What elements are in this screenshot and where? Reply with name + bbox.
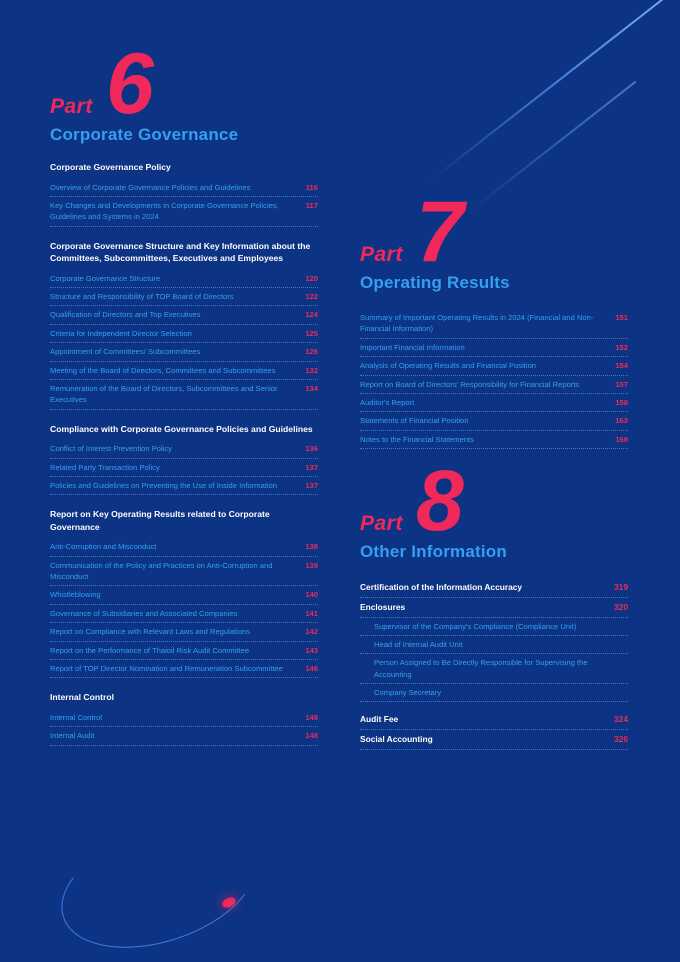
toc-entry-label: Audit Fee: [360, 714, 399, 725]
toc-entry-label: Analysis of Operating Results and Financial Position: [360, 361, 537, 371]
toc-entry[interactable]: [50, 343, 318, 361]
toc-entry-page: 132: [305, 365, 318, 375]
part-7-word: Part: [360, 243, 403, 267]
part-7-entry-list: [360, 309, 628, 449]
toc-entry-label: Meeting of the Board of Directors, Committees and Subcommittees: [50, 365, 276, 375]
toc-entry[interactable]: [50, 709, 318, 727]
toc-entry[interactable]: [50, 623, 318, 641]
group-heading: Corporate Governance Structure and Key Information about the Committees, Subcommittees, Executives and Employees: [50, 240, 311, 264]
part-8-word: Part: [360, 512, 403, 536]
toc-entry-label: Criteria for Independent Director Selection: [50, 328, 192, 338]
group-heading: Compliance with Corporate Governance Policies and Guidelines: [50, 423, 313, 434]
toc-entry-label: Enclosures: [360, 601, 406, 612]
entry-list: [50, 440, 318, 495]
toc-entry-page: 138: [305, 542, 318, 552]
entry-list: [50, 270, 318, 410]
toc-entry-page: 139: [305, 560, 318, 570]
part-7-header: [360, 184, 628, 280]
toc-entry[interactable]: [360, 394, 628, 412]
toc-entry-page: 124: [305, 310, 318, 320]
group-heading: Corporate Governance Policy: [50, 162, 171, 173]
toc-entry[interactable]: [50, 557, 318, 587]
toc-entry[interactable]: [50, 380, 318, 410]
part-8-number: 8: [416, 453, 464, 550]
toc-entry[interactable]: [360, 431, 628, 449]
toc-sub-entry[interactable]: [360, 636, 628, 654]
toc-entry-label: Communication of the Policy and Practices on Anti-Corruption and Misconduct: [50, 560, 273, 582]
toc-entry-label: Person Assigned to Be Directly Responsible for Supervising the Accounting: [374, 658, 588, 679]
part-6-header: [50, 36, 318, 132]
toc-entry[interactable]: [50, 660, 318, 678]
toc-entry-label: Statements of Financial Position: [360, 416, 469, 426]
decorative-dot-icon: [221, 895, 237, 909]
toc-entry-page: 125: [305, 328, 318, 338]
toc-entry-page: 120: [305, 273, 318, 283]
toc-entry-label: Appointment of Committees/ Subcommittees: [50, 347, 201, 357]
toc-entry-page: 152: [615, 342, 628, 352]
toc-entry-page: 134: [305, 383, 318, 393]
toc-entry[interactable]: [50, 642, 318, 660]
toc-entry-label: Head of Internal Audit Unit: [374, 639, 463, 649]
part-6-word: Part: [50, 95, 93, 119]
toc-entry[interactable]: [50, 605, 318, 623]
part-7-and-8-column: [360, 184, 628, 750]
toc-entry-label: Summary of Important Operating Results in 2024 (Financial and Non-Financial Information): [360, 313, 594, 334]
toc-sub-entry[interactable]: [360, 654, 628, 684]
toc-entry-page: 151: [615, 313, 628, 323]
entry-list: [50, 179, 318, 227]
toc-sub-entry[interactable]: [360, 618, 628, 636]
toc-entry-label: Supervisor of the Company's Compliance (Compliance Unit): [374, 621, 577, 631]
part-7-title: Operating Results: [360, 273, 510, 293]
toc-entry-page: 122: [305, 292, 318, 302]
toc-entry[interactable]: [50, 197, 318, 227]
toc-entry-label: Report on the Performance of Thaioil Risk Audit Committee: [50, 645, 250, 655]
toc-entry[interactable]: [50, 538, 318, 556]
section-corporate-governance-policy: [50, 161, 318, 227]
section-compliance-with-cg: [50, 423, 318, 496]
toc-entry[interactable]: [360, 710, 628, 730]
toc-entry-page: 154: [615, 361, 628, 371]
part-8-header: [360, 453, 628, 550]
toc-entry-page: 148: [305, 712, 318, 722]
toc-entry-label: Structure and Responsibility of TOP Board of Directors: [50, 292, 234, 302]
part-7-number: 7: [416, 184, 464, 280]
toc-entry-page: 319: [614, 582, 628, 593]
toc-entry-page: 163: [615, 416, 628, 426]
toc-entry-label: Remuneration of the Board of Directors, Subcommittees and Senior Executives: [50, 383, 278, 405]
toc-entry[interactable]: [360, 376, 628, 394]
toc-sub-entry[interactable]: [360, 684, 628, 702]
toc-entry[interactable]: [360, 309, 628, 339]
entry-list: [50, 538, 318, 678]
toc-entry-label: Auditor's Report: [360, 398, 415, 408]
toc-entry[interactable]: [50, 325, 318, 343]
toc-entry-label: Corporate Governance Structure: [50, 273, 161, 283]
toc-entry-label: Anti-Corruption and Misconduct: [50, 542, 157, 552]
toc-entry-page: 116: [305, 182, 318, 192]
toc-entry[interactable]: [360, 339, 628, 357]
toc-entry-label: Conflict of Interest Prevention Policy: [50, 444, 172, 454]
section-report-key-operating-results: [50, 508, 318, 678]
toc-entry-label: Company Secretary: [374, 688, 442, 698]
toc-entry-label: Overview of Corporate Governance Policies and Guidelines: [50, 182, 251, 192]
toc-entry-page: 140: [305, 590, 318, 600]
toc-entry-label: Report on Board of Directors' Responsibility for Financial Reports: [360, 379, 580, 389]
toc-entry[interactable]: [50, 477, 318, 495]
toc-entry-label: Governance of Subsidiaries and Associated Companies: [50, 608, 238, 618]
toc-entry-page: 142: [305, 627, 318, 637]
toc-entry-page: 137: [305, 480, 318, 490]
toc-entry-page: 320: [614, 601, 628, 612]
decorative-streak-icon: [429, 0, 667, 182]
toc-entry[interactable]: [50, 362, 318, 380]
toc-entry-page: 143: [305, 645, 318, 655]
toc-entry[interactable]: [50, 459, 318, 477]
toc-entry[interactable]: [360, 598, 628, 618]
toc-entry-page: 117: [305, 200, 318, 210]
group-heading: Internal Control: [50, 692, 114, 703]
toc-entry-page: 324: [614, 714, 628, 725]
part-8-entry-list: [360, 578, 628, 749]
toc-entry[interactable]: [50, 727, 318, 745]
toc-entry-page: 141: [305, 608, 318, 618]
toc-entry[interactable]: [50, 270, 318, 288]
toc-entry-label: Whistleblowing: [50, 590, 101, 600]
toc-entry-page: 148: [305, 731, 318, 741]
section-internal-control: [50, 691, 318, 745]
toc-entry-label: Key Changes and Developments in Corporate Governance Policies, Guidelines and Systems in 2024: [50, 200, 279, 222]
toc-entry[interactable]: [50, 288, 318, 306]
toc-entry[interactable]: [360, 412, 628, 430]
toc-entry-label: Internal Audit: [50, 731, 95, 741]
part-8-title: Other Information: [360, 542, 507, 562]
toc-entry-page: 146: [305, 664, 318, 674]
list-spacer: [360, 702, 628, 710]
part-6-number: 6: [106, 36, 154, 132]
toc-entry[interactable]: [360, 578, 628, 598]
part-6-column: [50, 36, 318, 759]
section-governance-structure: [50, 240, 318, 410]
toc-entry[interactable]: [50, 306, 318, 324]
toc-entry-label: Internal Control: [50, 712, 102, 722]
entry-list: [50, 709, 318, 746]
toc-entry-page: 136: [305, 444, 318, 454]
toc-entry-label: Social Accounting: [360, 734, 433, 745]
toc-entry-label: Related Party Transaction Policy: [50, 462, 160, 472]
group-heading: Report on Key Operating Results related to Corporate Governance: [50, 509, 270, 532]
toc-entry-label: Report on Compliance with Relevant Laws and Regulations: [50, 627, 251, 637]
toc-entry[interactable]: [50, 179, 318, 197]
toc-entry-page: 126: [305, 347, 318, 357]
toc-entry[interactable]: [50, 586, 318, 604]
column-spacer: [360, 449, 628, 465]
decorative-streak-secondary-icon: [470, 81, 636, 211]
toc-entry-label: Notes to the Financial Statements: [360, 434, 474, 444]
decorative-swoosh-icon: [46, 802, 273, 962]
toc-entry-label: Report of TOP Director Nomination and Remuneration Subcommittee: [50, 664, 283, 674]
toc-entry-page: 326: [614, 734, 628, 745]
toc-entry-page: 158: [615, 398, 628, 408]
part-6-title: Corporate Governance: [50, 125, 239, 145]
toc-entry-label: Qualification of Directors and Top Executives: [50, 310, 201, 320]
toc-entry-label: Policies and Guidelines on Preventing the Use of Inside Information: [50, 480, 278, 490]
toc-entry-page: 168: [615, 434, 628, 444]
toc-entry-page: 157: [615, 379, 628, 389]
toc-entry-page: 137: [305, 462, 318, 472]
toc-entry[interactable]: [360, 357, 628, 375]
toc-entry[interactable]: [50, 440, 318, 458]
toc-entry-label: Important Financial Information: [360, 342, 465, 352]
toc-entry[interactable]: [360, 730, 628, 750]
toc-entry-label: Certification of the Information Accuracy: [360, 582, 523, 593]
